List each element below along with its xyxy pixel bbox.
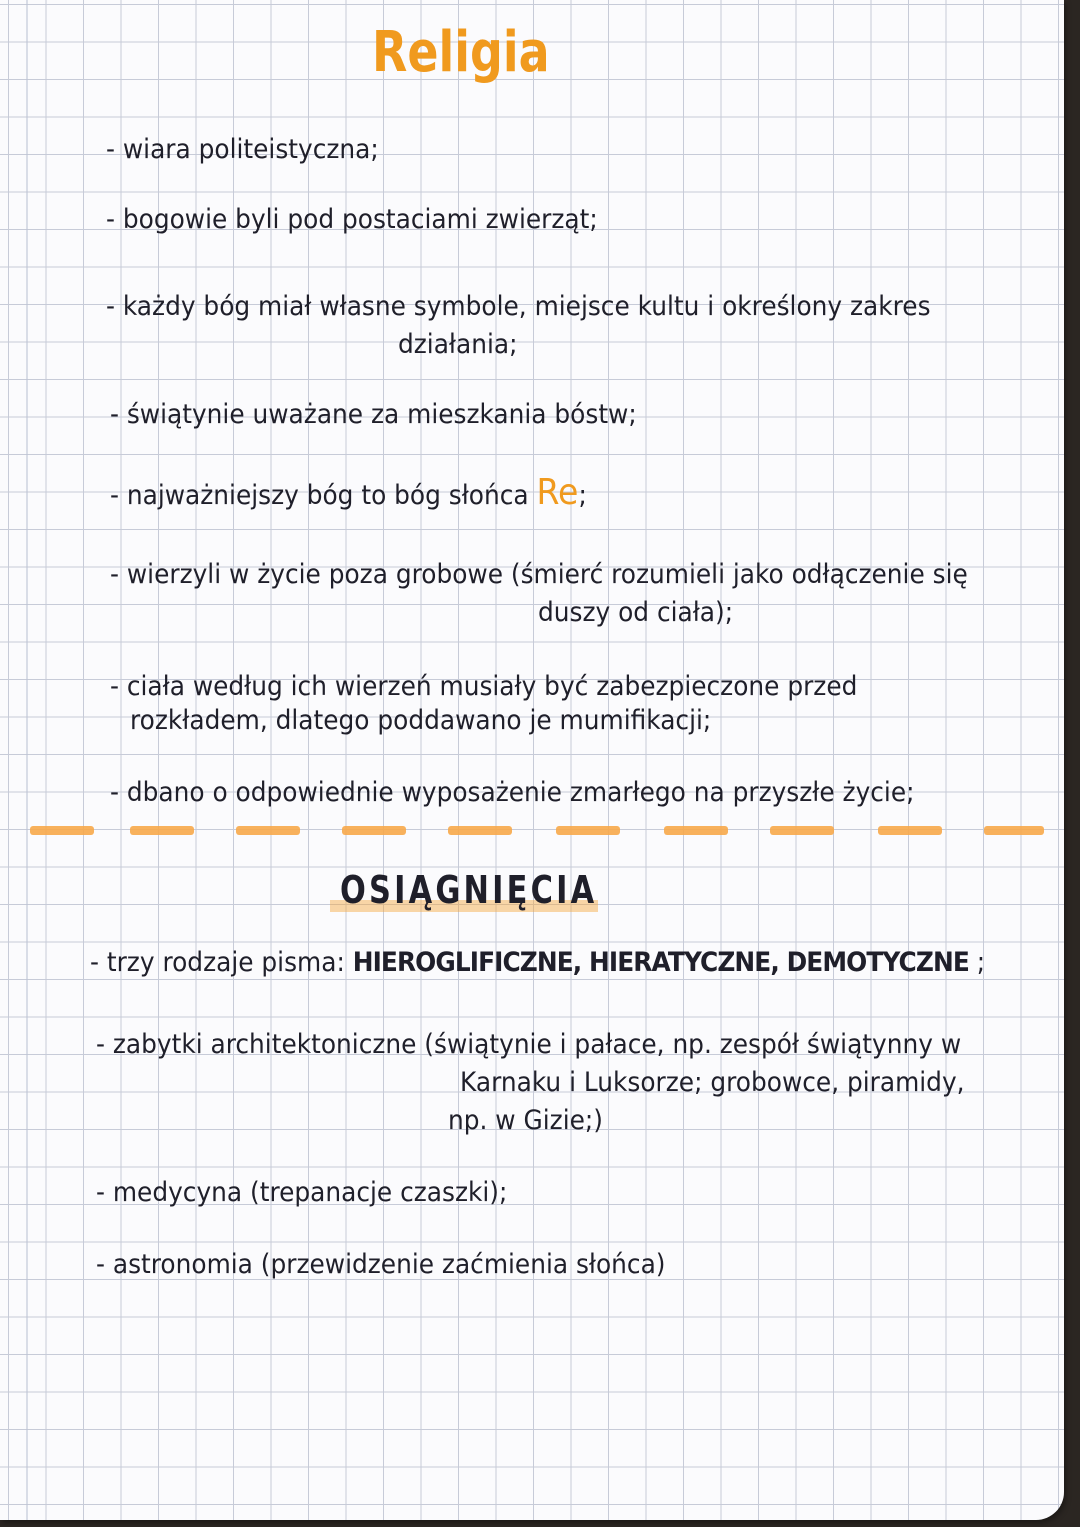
divider-dash [130,826,194,835]
achievement-item-2: - zabytki architektoniczne (świątynie i pałace, np. zespół świątynny w [96,1029,962,1060]
religion-item-8: - dbano o odpowiednie wyposażenie zmarłego na przyszłe życie; [110,777,915,808]
religion-item-5 [110,472,587,513]
religion-item-2: - bogowie byli pod postaciami zwierząt; [106,204,598,235]
divider-dash [770,826,834,835]
sun-god-name: Re [536,472,579,513]
achievement-item-1-text: - trzy rodzaje pisma: [90,947,345,978]
divider-dash [342,826,406,835]
achievement-item-2-continued-2: np. w Gizie;) [448,1105,603,1136]
religion-item-5-end: ; [578,480,587,511]
achievement-item-4: - astronomia (przewidzenie zaćmienia słońca) [96,1249,666,1280]
achievement-item-1 [90,948,985,978]
writing-systems: HIEROGLIFICZNE, HIERATYCZNE, DEMOTYCZNE [352,947,969,978]
page-title: Religia [372,20,550,85]
achievement-item-3: - medycyna (trepanacje czaszki); [96,1177,508,1208]
religion-item-6-continued: duszy od ciała); [538,597,734,628]
divider-dash [236,826,300,835]
religion-item-3-continued: działania; [398,329,518,360]
religion-item-7-continued: rozkładem, dlatego poddawano je mumifikacji; [130,705,712,736]
religion-item-3: - każdy bóg miał własne symbole, miejsce kultu i określony zakres [106,291,931,322]
religion-item-4: - świątynie uważane za mieszkania bóstw; [110,399,637,430]
divider-dash [878,826,942,835]
divider-dash [664,826,728,835]
achievement-item-2-continued: Karnaku i Luksorze; grobowce, piramidy, [460,1067,965,1098]
section-heading: OSIĄGNIĘCIA [340,868,598,912]
religion-item-7: - ciała według ich wierzeń musiały być zabezpieczone przed [110,671,858,702]
divider-dash [556,826,620,835]
margin-line [26,0,28,1520]
religion-item-5-text: - najważniejszy bóg to bóg słońca [110,480,529,511]
religion-item-1: - wiara politeistyczna; [106,134,379,165]
divider-dash [30,826,94,835]
divider-dash [448,826,512,835]
religion-item-6: - wierzyli w życie poza grobowe (śmierć rozumieli jako odłączenie się [110,559,968,590]
achievement-item-1-end: ; [976,947,986,978]
divider-dash [984,826,1044,835]
